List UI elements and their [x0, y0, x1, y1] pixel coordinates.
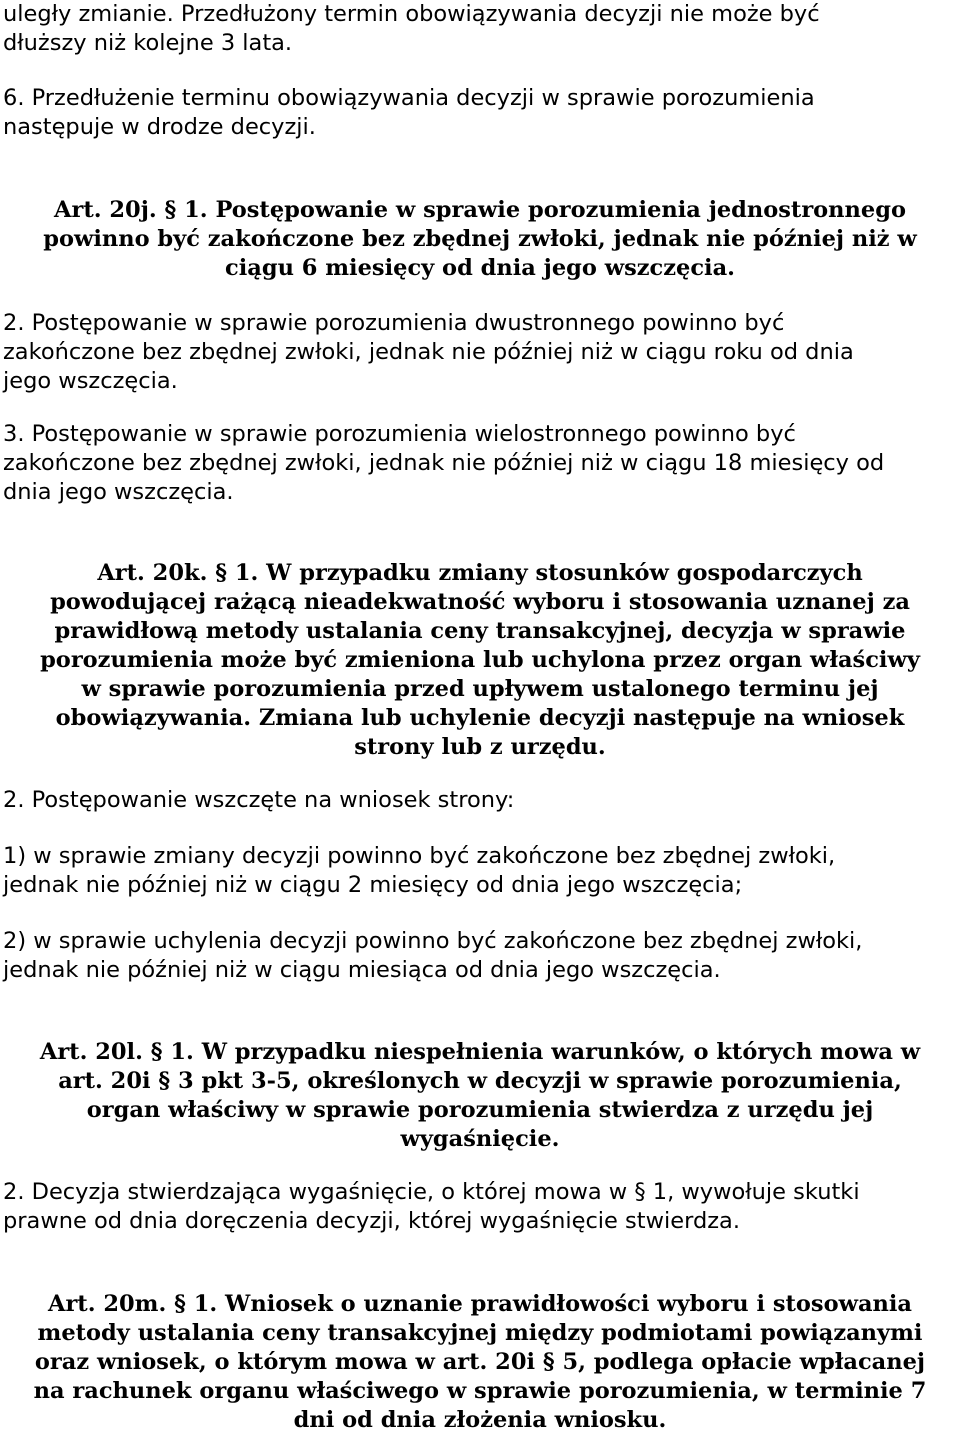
- text-line: dnia jego wszczęcia.: [3, 479, 234, 505]
- article-20l-section-2: [3, 1178, 860, 1236]
- text-line: 1) w sprawie zmiany decyzji powinno być zakończone bez zbędnej zwłoki,: [3, 843, 836, 869]
- article-20k-section-2: [3, 786, 514, 815]
- text-line: ciągu 6 miesięcy od dnia jego wszczęcia.: [225, 255, 735, 281]
- text-line: porozumienia może być zmieniona lub uchylona przez organ właściwy: [40, 647, 920, 673]
- text-line: organ właściwy w sprawie porozumienia stwierdza z urzędu jej: [86, 1097, 874, 1123]
- text-line: powodującej rażącą nieadekwatność wyboru i stosowania uznanej za: [50, 589, 910, 615]
- text-line: jego wszczęcia.: [3, 368, 178, 394]
- text-line: jednak nie później niż w ciągu miesiąca od dnia jego wszczęcia.: [3, 957, 721, 983]
- text-line: zakończone bez zbędnej zwłoki, jednak nie później niż w ciągu roku od dnia: [3, 339, 854, 365]
- text-line: Art. 20m. § 1. Wniosek o uznanie prawidłowości wyboru i stosowania: [47, 1291, 913, 1317]
- text-line: Art. 20j. § 1. Postępowanie w sprawie porozumienia jednostronnego: [54, 197, 906, 223]
- text-line: prawidłową metody ustalania ceny transakcyjnej, decyzja w sprawie: [54, 618, 906, 644]
- text-line: 3. Postępowanie w sprawie porozumienia wielostronnego powinno być: [3, 421, 796, 447]
- text-line: jednak nie później niż w ciągu 2 miesięcy od dnia jego wszczęcia;: [3, 872, 743, 898]
- article-20j-section-2: [3, 309, 854, 396]
- text-line: prawne od dnia doręczenia decyzji, której wygaśnięcie stwierdza.: [3, 1208, 740, 1234]
- article-20l-section-1: [0, 1038, 960, 1154]
- article-20m-section-1: [0, 1290, 960, 1435]
- paragraph-term-extension-limit: [3, 0, 820, 58]
- text-line: 2. Postępowanie wszczęte na wniosek strony:: [3, 787, 515, 813]
- text-line: Art. 20k. § 1. W przypadku zmiany stosunków gospodarczych: [97, 560, 863, 586]
- article-20j-section-1: [0, 196, 960, 283]
- text-line: 2. Decyzja stwierdzająca wygaśnięcie, o której mowa w § 1, wywołuje skutki: [3, 1179, 860, 1205]
- text-line: wygaśnięcie.: [400, 1126, 560, 1152]
- text-line: obowiązywania. Zmiana lub uchylenie decyzji następuje na wniosek: [55, 705, 905, 731]
- text-line: dni od dnia złożenia wniosku.: [293, 1407, 667, 1433]
- text-line: zakończone bez zbędnej zwłoki, jednak nie później niż w ciągu 18 miesięcy od: [3, 450, 885, 476]
- paragraph-section-6: [3, 84, 815, 142]
- text-line: w sprawie porozumienia przed upływem ustalonego terminu jej: [81, 676, 879, 702]
- text-line: 2) w sprawie uchylenia decyzji powinno być zakończone bez zbędnej zwłoki,: [3, 928, 863, 954]
- text-line: metody ustalania ceny transakcyjnej między podmiotami powiązanymi: [37, 1320, 923, 1346]
- text-line: strony lub z urzędu.: [354, 734, 606, 760]
- text-line: następuje w drodze decyzji.: [3, 114, 316, 140]
- text-line: Art. 20l. § 1. W przypadku niespełnienia warunków, o których mowa w: [39, 1039, 921, 1065]
- list-item-1: [3, 842, 835, 900]
- text-line: oraz wniosek, o którym mowa w art. 20i § 5, podlega opłacie wpłacanej: [34, 1349, 926, 1375]
- text-line: art. 20i § 3 pkt 3-5, określonych w decyzji w sprawie porozumienia,: [58, 1068, 902, 1094]
- article-20k-section-1: [0, 559, 960, 762]
- text-line: 2. Postępowanie w sprawie porozumienia dwustronnego powinno być: [3, 310, 785, 336]
- text-line: powinno być zakończone bez zbędnej zwłoki, jednak nie później niż w: [43, 226, 917, 252]
- text-line: uległy zmianie. Przedłużony termin obowiązywania decyzji nie może być: [3, 1, 820, 27]
- article-20j-section-3: [3, 420, 884, 507]
- list-item-2: [3, 927, 862, 985]
- text-line: na rachunek organu właściwego w sprawie porozumienia, w terminie 7: [33, 1378, 927, 1404]
- text-line: 6. Przedłużenie terminu obowiązywania decyzji w sprawie porozumienia: [3, 85, 815, 111]
- text-line: dłuższy niż kolejne 3 lata.: [3, 30, 293, 56]
